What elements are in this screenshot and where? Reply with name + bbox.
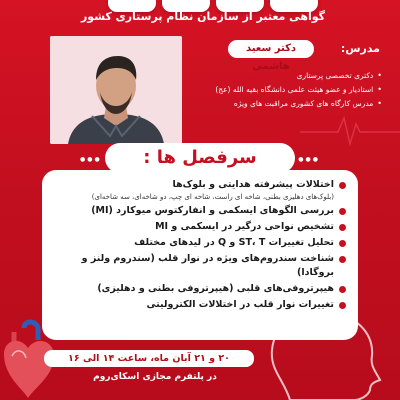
dots-decoration: ●●● xyxy=(298,156,320,163)
list-item xyxy=(56,236,346,250)
bio-text: دکتری تخصصی پرستاری xyxy=(296,71,374,80)
dots-decoration: ●●● xyxy=(80,156,102,163)
bio-item xyxy=(182,84,382,95)
bullet-icon xyxy=(339,256,346,263)
topic-text: تحلیل تغییرات ST، T و Q در لیدهای مختلف xyxy=(134,237,334,248)
date-time: ۲۰ و ۲۱ آبان ماه، ساعت ۱۴ الی ۱۶ xyxy=(44,350,254,367)
bio-text: استادیار و عضو هیئت علمی دانشگاه بقیه الله (عج) xyxy=(215,85,374,94)
instructor-photo xyxy=(50,36,182,144)
certificate-line: گواهی معتبر از سازمان نظام پرستاری کشور xyxy=(80,10,326,23)
bio-text: مدرس کارگاه های کشوری مراقبت های ویژه xyxy=(233,99,374,108)
bio-item xyxy=(182,98,382,109)
bullet-icon: • xyxy=(377,99,382,108)
head-silhouette-icon xyxy=(250,300,400,400)
list-item xyxy=(56,252,346,280)
bio-item xyxy=(182,70,382,81)
instructor-bio xyxy=(182,70,382,112)
platform-text: در پلتفرم مجازی اسکای‌روم xyxy=(93,372,217,382)
topic-text: بررسی الگوهای ایسکمی و انفارکتوس میوکارد (MI) xyxy=(91,205,334,216)
ecg-pulse-icon xyxy=(300,110,400,150)
bullet-icon xyxy=(339,224,346,231)
list-item xyxy=(56,204,346,218)
bullet-icon xyxy=(339,240,346,247)
bullet-icon: • xyxy=(377,85,382,94)
topic-text: هیپرتروفی‌های قلبی (هیپرتروفی بطنی و دهلیزی) xyxy=(97,283,334,294)
list-item xyxy=(56,282,346,296)
instructor-label: مدرس: xyxy=(340,42,380,55)
bullet-icon xyxy=(339,286,346,293)
list-item xyxy=(56,220,346,234)
topic-text: شناخت سندروم‌های ویژه در نوار قلب (سندروم ولنز و بروگادا) xyxy=(81,253,334,278)
bullet-icon xyxy=(339,182,346,189)
bullet-icon xyxy=(339,208,346,215)
instructor-name: دکتر سعید هاشمی xyxy=(228,40,314,58)
list-item xyxy=(56,178,346,202)
topic-text: تشخیص نواحی درگیر در ایسکمی و MI xyxy=(155,221,334,232)
topic-text: اختلالات پیشرفته هدایتی و بلوک‌ها xyxy=(172,179,334,190)
topic-subtext: (بلوک‌های دهلیزی بطنی، شاخه ای راست، شاخه ای چپ، دو شاخه‌ای، سه شاخه‌ای) xyxy=(91,193,334,201)
topic-text: تغییرات نوار قلب در اختلالات الکترولیتی xyxy=(146,299,334,310)
bullet-icon: • xyxy=(377,71,382,80)
curriculum-title: سرفصل ها : xyxy=(105,143,295,173)
